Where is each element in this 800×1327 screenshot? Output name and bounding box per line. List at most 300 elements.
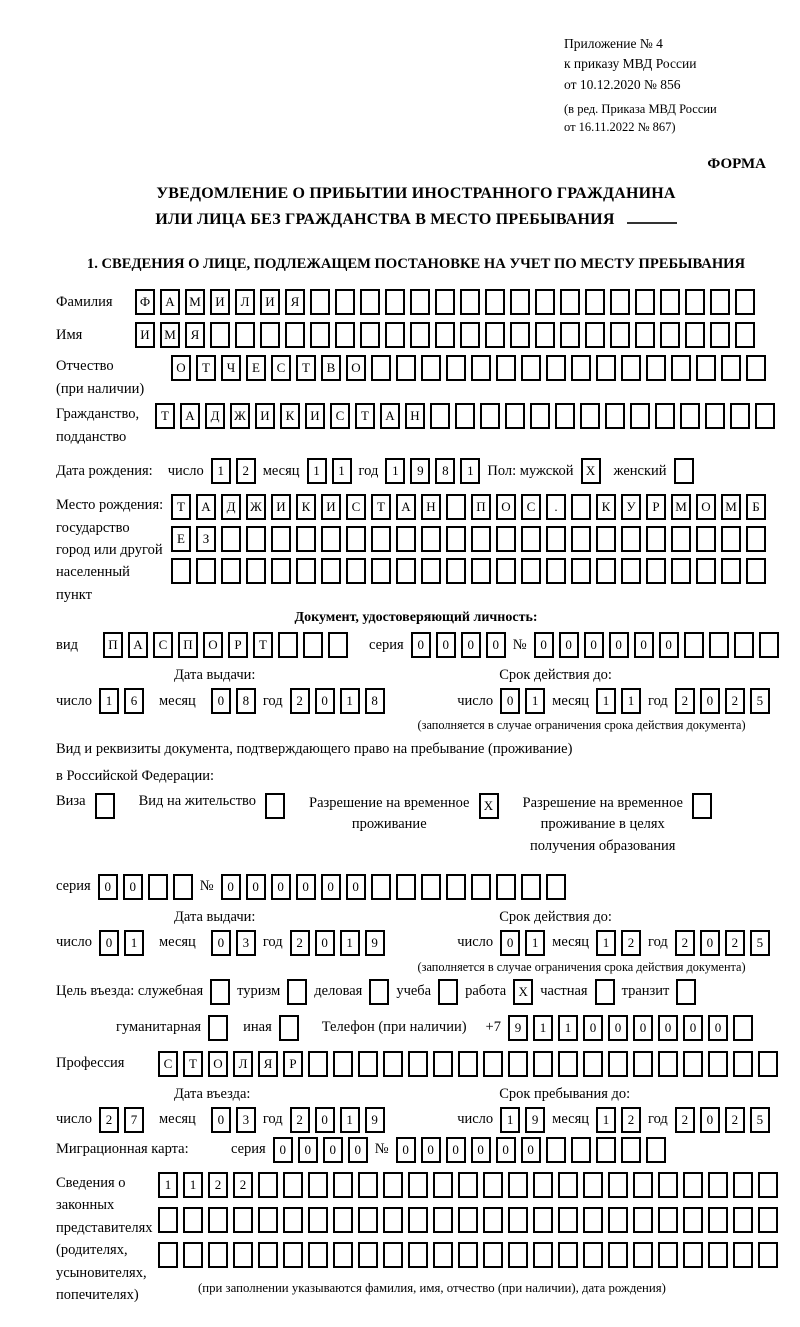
form-cell[interactable] xyxy=(660,289,680,315)
form-cell[interactable] xyxy=(521,874,541,900)
form-cell[interactable]: И xyxy=(321,494,341,520)
form-cell[interactable]: Я xyxy=(285,289,305,315)
form-cell[interactable] xyxy=(183,1242,203,1268)
form-cell[interactable]: П xyxy=(103,632,123,658)
form-cell[interactable]: К xyxy=(596,494,616,520)
form-cell[interactable]: Е xyxy=(171,526,191,552)
form-cell[interactable] xyxy=(383,1242,403,1268)
form-cell[interactable] xyxy=(208,1207,228,1233)
form-cell[interactable] xyxy=(471,874,491,900)
form-cell[interactable]: 1 xyxy=(596,930,616,956)
form-cell[interactable]: А xyxy=(396,494,416,520)
form-cell[interactable]: И xyxy=(271,494,291,520)
form-cell[interactable] xyxy=(446,558,466,584)
form-cell[interactable]: 0 xyxy=(99,930,119,956)
form-cell[interactable] xyxy=(755,403,775,429)
form-cell[interactable] xyxy=(583,1051,603,1077)
form-cell[interactable]: 0 xyxy=(298,1137,318,1163)
form-cell[interactable] xyxy=(421,558,441,584)
form-cell[interactable] xyxy=(446,355,466,381)
form-cell[interactable]: Р xyxy=(283,1051,303,1077)
form-cell[interactable] xyxy=(321,558,341,584)
phone-cells[interactable] xyxy=(508,1015,753,1041)
form-cell[interactable] xyxy=(571,1137,591,1163)
form-cell[interactable]: У xyxy=(621,494,641,520)
form-cell[interactable]: 0 xyxy=(421,1137,441,1163)
form-cell[interactable]: 0 xyxy=(321,874,341,900)
purpose-business-checkbox[interactable] xyxy=(369,979,389,1005)
form-cell[interactable]: 0 xyxy=(609,632,629,658)
form-cell[interactable] xyxy=(433,1051,453,1077)
form-cell[interactable]: Л xyxy=(235,289,255,315)
form-cell[interactable] xyxy=(621,526,641,552)
form-cell[interactable] xyxy=(583,1207,603,1233)
form-cell[interactable]: Т xyxy=(196,355,216,381)
form-cell[interactable] xyxy=(346,558,366,584)
form-cell[interactable]: 0 xyxy=(123,874,143,900)
form-cell[interactable] xyxy=(208,1015,228,1041)
form-cell[interactable] xyxy=(684,632,704,658)
form-cell[interactable] xyxy=(369,979,389,1005)
form-cell[interactable]: И xyxy=(305,403,325,429)
form-cell[interactable] xyxy=(221,526,241,552)
gender-female-checkbox[interactable] xyxy=(674,458,694,484)
form-cell[interactable]: 0 xyxy=(436,632,456,658)
form-cell[interactable] xyxy=(260,322,280,348)
form-cell[interactable] xyxy=(271,558,291,584)
form-cell[interactable] xyxy=(233,1242,253,1268)
form-cell[interactable]: К xyxy=(280,403,300,429)
form-cell[interactable] xyxy=(560,322,580,348)
form-cell[interactable] xyxy=(535,322,555,348)
form-cell[interactable]: 1 xyxy=(596,1107,616,1133)
form-cell[interactable] xyxy=(446,526,466,552)
form-cell[interactable]: 2 xyxy=(99,1107,119,1133)
form-cell[interactable]: 0 xyxy=(521,1137,541,1163)
form-cell[interactable]: 9 xyxy=(410,458,430,484)
form-cell[interactable]: 1 xyxy=(158,1172,178,1198)
form-cell[interactable]: 0 xyxy=(658,1015,678,1041)
form-cell[interactable] xyxy=(285,322,305,348)
form-cell[interactable] xyxy=(210,322,230,348)
form-cell[interactable] xyxy=(595,979,615,1005)
form-cell[interactable]: X xyxy=(479,793,499,819)
form-cell[interactable] xyxy=(321,526,341,552)
form-cell[interactable]: И xyxy=(260,289,280,315)
form-cell[interactable] xyxy=(496,874,516,900)
form-cell[interactable] xyxy=(458,1172,478,1198)
form-cell[interactable] xyxy=(235,322,255,348)
form-cell[interactable] xyxy=(733,1242,753,1268)
form-cell[interactable] xyxy=(483,1051,503,1077)
form-cell[interactable]: 1 xyxy=(533,1015,553,1041)
form-cell[interactable]: 5 xyxy=(750,930,770,956)
form-cell[interactable] xyxy=(148,874,168,900)
form-cell[interactable] xyxy=(608,1242,628,1268)
form-cell[interactable] xyxy=(196,558,216,584)
form-cell[interactable] xyxy=(371,558,391,584)
form-cell[interactable] xyxy=(683,1207,703,1233)
form-cell[interactable]: 3 xyxy=(236,930,256,956)
form-cell[interactable] xyxy=(233,1207,253,1233)
form-cell[interactable] xyxy=(371,526,391,552)
form-cell[interactable]: 8 xyxy=(435,458,455,484)
form-cell[interactable]: 1 xyxy=(525,688,545,714)
form-cell[interactable] xyxy=(633,1207,653,1233)
form-cell[interactable] xyxy=(583,1172,603,1198)
form-cell[interactable] xyxy=(560,289,580,315)
form-cell[interactable] xyxy=(360,322,380,348)
form-cell[interactable]: 0 xyxy=(346,874,366,900)
form-cell[interactable] xyxy=(258,1242,278,1268)
form-cell[interactable]: 0 xyxy=(446,1137,466,1163)
form-cell[interactable] xyxy=(655,403,675,429)
form-cell[interactable] xyxy=(383,1051,403,1077)
form-cell[interactable] xyxy=(583,1242,603,1268)
form-cell[interactable] xyxy=(658,1051,678,1077)
form-cell[interactable]: Р xyxy=(228,632,248,658)
residence-permit-checkbox[interactable] xyxy=(265,793,285,819)
form-cell[interactable]: 2 xyxy=(236,458,256,484)
form-cell[interactable] xyxy=(676,979,696,1005)
form-cell[interactable] xyxy=(283,1242,303,1268)
purpose-private-checkbox[interactable] xyxy=(595,979,615,1005)
form-cell[interactable]: Д xyxy=(205,403,225,429)
form-cell[interactable]: 2 xyxy=(675,688,695,714)
form-cell[interactable] xyxy=(658,1242,678,1268)
form-cell[interactable] xyxy=(346,526,366,552)
form-cell[interactable] xyxy=(279,1015,299,1041)
form-cell[interactable]: 1 xyxy=(332,458,352,484)
form-cell[interactable]: 0 xyxy=(584,632,604,658)
form-cell[interactable] xyxy=(246,526,266,552)
form-cell[interactable] xyxy=(708,1242,728,1268)
form-cell[interactable]: 0 xyxy=(211,1107,231,1133)
form-cell[interactable] xyxy=(433,1172,453,1198)
form-cell[interactable]: 1 xyxy=(340,1107,360,1133)
form-cell[interactable] xyxy=(471,355,491,381)
form-cell[interactable] xyxy=(458,1242,478,1268)
form-cell[interactable] xyxy=(483,1207,503,1233)
form-cell[interactable]: О xyxy=(346,355,366,381)
form-cell[interactable]: 5 xyxy=(750,688,770,714)
form-cell[interactable] xyxy=(571,355,591,381)
form-cell[interactable] xyxy=(455,403,475,429)
form-cell[interactable] xyxy=(371,874,391,900)
form-cell[interactable] xyxy=(621,355,641,381)
form-cell[interactable] xyxy=(296,558,316,584)
form-cell[interactable] xyxy=(746,558,766,584)
form-cell[interactable]: 2 xyxy=(675,930,695,956)
form-cell[interactable] xyxy=(533,1051,553,1077)
form-cell[interactable] xyxy=(328,632,348,658)
form-cell[interactable]: 0 xyxy=(700,1107,720,1133)
form-cell[interactable] xyxy=(508,1051,528,1077)
form-cell[interactable] xyxy=(521,526,541,552)
form-cell[interactable]: М xyxy=(721,494,741,520)
form-cell[interactable]: Т xyxy=(355,403,375,429)
form-cell[interactable]: Я xyxy=(185,322,205,348)
purpose-tourism-checkbox[interactable] xyxy=(287,979,307,1005)
title-blank-field[interactable] xyxy=(627,222,677,224)
form-cell[interactable] xyxy=(510,322,530,348)
form-cell[interactable]: Я xyxy=(258,1051,278,1077)
form-cell[interactable] xyxy=(674,458,694,484)
form-cell[interactable]: Т xyxy=(371,494,391,520)
form-cell[interactable] xyxy=(658,1172,678,1198)
form-cell[interactable] xyxy=(435,322,455,348)
form-cell[interactable]: 0 xyxy=(683,1015,703,1041)
form-cell[interactable]: 0 xyxy=(211,930,231,956)
form-cell[interactable] xyxy=(335,289,355,315)
form-cell[interactable] xyxy=(480,403,500,429)
form-cell[interactable] xyxy=(585,289,605,315)
form-cell[interactable] xyxy=(421,526,441,552)
form-cell[interactable] xyxy=(485,289,505,315)
form-cell[interactable] xyxy=(705,403,725,429)
form-cell[interactable]: 0 xyxy=(315,688,335,714)
form-cell[interactable] xyxy=(660,322,680,348)
form-cell[interactable] xyxy=(596,1137,616,1163)
form-cell[interactable] xyxy=(396,874,416,900)
form-cell[interactable] xyxy=(535,289,555,315)
form-cell[interactable] xyxy=(734,632,754,658)
form-cell[interactable] xyxy=(608,1207,628,1233)
form-cell[interactable]: Е xyxy=(246,355,266,381)
form-cell[interactable] xyxy=(683,1242,703,1268)
form-cell[interactable]: 0 xyxy=(496,1137,516,1163)
form-cell[interactable]: С xyxy=(330,403,350,429)
form-cell[interactable]: 0 xyxy=(634,632,654,658)
form-cell[interactable]: 2 xyxy=(621,1107,641,1133)
form-cell[interactable] xyxy=(708,1051,728,1077)
form-cell[interactable] xyxy=(246,558,266,584)
form-cell[interactable]: 7 xyxy=(124,1107,144,1133)
form-cell[interactable] xyxy=(696,558,716,584)
form-cell[interactable]: 8 xyxy=(365,688,385,714)
form-cell[interactable] xyxy=(708,1207,728,1233)
form-cell[interactable] xyxy=(696,355,716,381)
form-cell[interactable]: 0 xyxy=(500,688,520,714)
form-cell[interactable] xyxy=(358,1051,378,1077)
form-cell[interactable]: 0 xyxy=(323,1137,343,1163)
form-cell[interactable]: 1 xyxy=(99,688,119,714)
form-cell[interactable] xyxy=(446,874,466,900)
form-cell[interactable] xyxy=(221,558,241,584)
form-cell[interactable]: 1 xyxy=(500,1107,520,1133)
form-cell[interactable] xyxy=(430,403,450,429)
form-cell[interactable] xyxy=(685,289,705,315)
form-cell[interactable] xyxy=(646,526,666,552)
form-cell[interactable]: С xyxy=(271,355,291,381)
form-cell[interactable]: 0 xyxy=(559,632,579,658)
form-cell[interactable]: 9 xyxy=(365,930,385,956)
form-cell[interactable] xyxy=(758,1172,778,1198)
form-cell[interactable] xyxy=(485,322,505,348)
form-cell[interactable] xyxy=(671,355,691,381)
purpose-other-checkbox[interactable] xyxy=(279,1015,299,1041)
form-cell[interactable] xyxy=(558,1242,578,1268)
form-cell[interactable]: Т xyxy=(155,403,175,429)
form-cell[interactable] xyxy=(408,1242,428,1268)
form-cell[interactable]: 2 xyxy=(208,1172,228,1198)
form-cell[interactable]: Б xyxy=(746,494,766,520)
form-cell[interactable]: О xyxy=(696,494,716,520)
form-cell[interactable]: 1 xyxy=(340,688,360,714)
form-cell[interactable]: С xyxy=(521,494,541,520)
form-cell[interactable] xyxy=(721,355,741,381)
form-cell[interactable] xyxy=(735,289,755,315)
form-cell[interactable]: О xyxy=(171,355,191,381)
form-cell[interactable]: 2 xyxy=(725,1107,745,1133)
form-cell[interactable] xyxy=(746,526,766,552)
form-cell[interactable]: М xyxy=(185,289,205,315)
form-cell[interactable]: 0 xyxy=(471,1137,491,1163)
form-cell[interactable] xyxy=(258,1207,278,1233)
form-cell[interactable]: 0 xyxy=(659,632,679,658)
form-cell[interactable] xyxy=(510,289,530,315)
form-cell[interactable]: 2 xyxy=(290,1107,310,1133)
form-cell[interactable] xyxy=(580,403,600,429)
form-cell[interactable] xyxy=(610,322,630,348)
form-cell[interactable] xyxy=(635,289,655,315)
form-cell[interactable] xyxy=(671,526,691,552)
form-cell[interactable]: М xyxy=(671,494,691,520)
form-cell[interactable]: 0 xyxy=(411,632,431,658)
form-cell[interactable]: 2 xyxy=(725,688,745,714)
form-cell[interactable]: Т xyxy=(183,1051,203,1077)
form-cell[interactable] xyxy=(308,1172,328,1198)
form-cell[interactable] xyxy=(521,355,541,381)
form-cell[interactable] xyxy=(158,1207,178,1233)
form-cell[interactable] xyxy=(496,558,516,584)
form-cell[interactable]: 0 xyxy=(486,632,506,658)
form-cell[interactable]: И xyxy=(135,322,155,348)
form-cell[interactable]: О xyxy=(208,1051,228,1077)
form-cell[interactable] xyxy=(408,1172,428,1198)
form-cell[interactable] xyxy=(692,793,712,819)
purpose-official-checkbox[interactable] xyxy=(210,979,230,1005)
form-cell[interactable]: 0 xyxy=(221,874,241,900)
form-cell[interactable]: С xyxy=(346,494,366,520)
form-cell[interactable] xyxy=(683,1172,703,1198)
form-cell[interactable] xyxy=(735,322,755,348)
form-cell[interactable]: Ж xyxy=(230,403,250,429)
form-cell[interactable]: К xyxy=(296,494,316,520)
form-cell[interactable] xyxy=(608,1172,628,1198)
form-cell[interactable]: О xyxy=(203,632,223,658)
form-cell[interactable] xyxy=(371,355,391,381)
form-cell[interactable] xyxy=(408,1207,428,1233)
form-cell[interactable] xyxy=(310,322,330,348)
form-cell[interactable] xyxy=(396,526,416,552)
form-cell[interactable]: 2 xyxy=(233,1172,253,1198)
form-cell[interactable] xyxy=(630,403,650,429)
form-cell[interactable] xyxy=(596,355,616,381)
form-cell[interactable] xyxy=(558,1207,578,1233)
form-cell[interactable] xyxy=(303,632,323,658)
form-cell[interactable] xyxy=(308,1207,328,1233)
form-cell[interactable] xyxy=(546,526,566,552)
form-cell[interactable]: 1 xyxy=(183,1172,203,1198)
form-cell[interactable] xyxy=(283,1207,303,1233)
form-cell[interactable] xyxy=(621,1137,641,1163)
form-cell[interactable]: Н xyxy=(421,494,441,520)
form-cell[interactable] xyxy=(385,289,405,315)
form-cell[interactable] xyxy=(296,526,316,552)
purpose-humanitarian-checkbox[interactable] xyxy=(208,1015,228,1041)
form-cell[interactable] xyxy=(158,1242,178,1268)
form-cell[interactable] xyxy=(680,403,700,429)
form-cell[interactable]: 0 xyxy=(461,632,481,658)
form-cell[interactable] xyxy=(508,1172,528,1198)
form-cell[interactable] xyxy=(646,1137,666,1163)
form-cell[interactable] xyxy=(658,1207,678,1233)
form-cell[interactable] xyxy=(546,355,566,381)
form-cell[interactable]: 0 xyxy=(348,1137,368,1163)
form-cell[interactable]: Р xyxy=(646,494,666,520)
form-cell[interactable] xyxy=(438,979,458,1005)
form-cell[interactable]: 0 xyxy=(211,688,231,714)
form-cell[interactable] xyxy=(460,322,480,348)
form-cell[interactable]: 0 xyxy=(534,632,554,658)
form-cell[interactable]: 1 xyxy=(340,930,360,956)
temp-residence-checkbox[interactable] xyxy=(479,793,499,819)
form-cell[interactable] xyxy=(533,1242,553,1268)
form-cell[interactable]: 1 xyxy=(124,930,144,956)
form-cell[interactable] xyxy=(183,1207,203,1233)
form-cell[interactable] xyxy=(710,322,730,348)
form-cell[interactable] xyxy=(278,632,298,658)
form-cell[interactable] xyxy=(633,1172,653,1198)
form-cell[interactable]: 0 xyxy=(98,874,118,900)
form-cell[interactable]: . xyxy=(546,494,566,520)
form-cell[interactable]: И xyxy=(210,289,230,315)
form-cell[interactable] xyxy=(546,874,566,900)
form-cell[interactable]: 9 xyxy=(365,1107,385,1133)
form-cell[interactable]: 1 xyxy=(307,458,327,484)
form-cell[interactable] xyxy=(410,289,430,315)
form-cell[interactable] xyxy=(696,526,716,552)
form-cell[interactable] xyxy=(308,1242,328,1268)
form-cell[interactable] xyxy=(408,1051,428,1077)
form-cell[interactable]: 2 xyxy=(725,930,745,956)
form-cell[interactable]: 1 xyxy=(596,688,616,714)
form-cell[interactable]: 1 xyxy=(558,1015,578,1041)
form-cell[interactable] xyxy=(210,979,230,1005)
form-cell[interactable]: А xyxy=(160,289,180,315)
purpose-transit-checkbox[interactable] xyxy=(676,979,696,1005)
form-cell[interactable] xyxy=(333,1172,353,1198)
form-cell[interactable]: 5 xyxy=(750,1107,770,1133)
form-cell[interactable]: З xyxy=(196,526,216,552)
form-cell[interactable]: 0 xyxy=(296,874,316,900)
form-cell[interactable] xyxy=(555,403,575,429)
form-cell[interactable]: 1 xyxy=(621,688,641,714)
form-cell[interactable]: 0 xyxy=(700,688,720,714)
form-cell[interactable]: 0 xyxy=(396,1137,416,1163)
form-cell[interactable] xyxy=(410,322,430,348)
form-cell[interactable] xyxy=(265,793,285,819)
form-cell[interactable] xyxy=(683,1051,703,1077)
form-cell[interactable] xyxy=(308,1051,328,1077)
form-cell[interactable] xyxy=(533,1207,553,1233)
form-cell[interactable]: 2 xyxy=(675,1107,695,1133)
form-cell[interactable] xyxy=(710,289,730,315)
gender-male-checkbox[interactable] xyxy=(581,458,601,484)
form-cell[interactable] xyxy=(508,1242,528,1268)
form-cell[interactable] xyxy=(671,558,691,584)
